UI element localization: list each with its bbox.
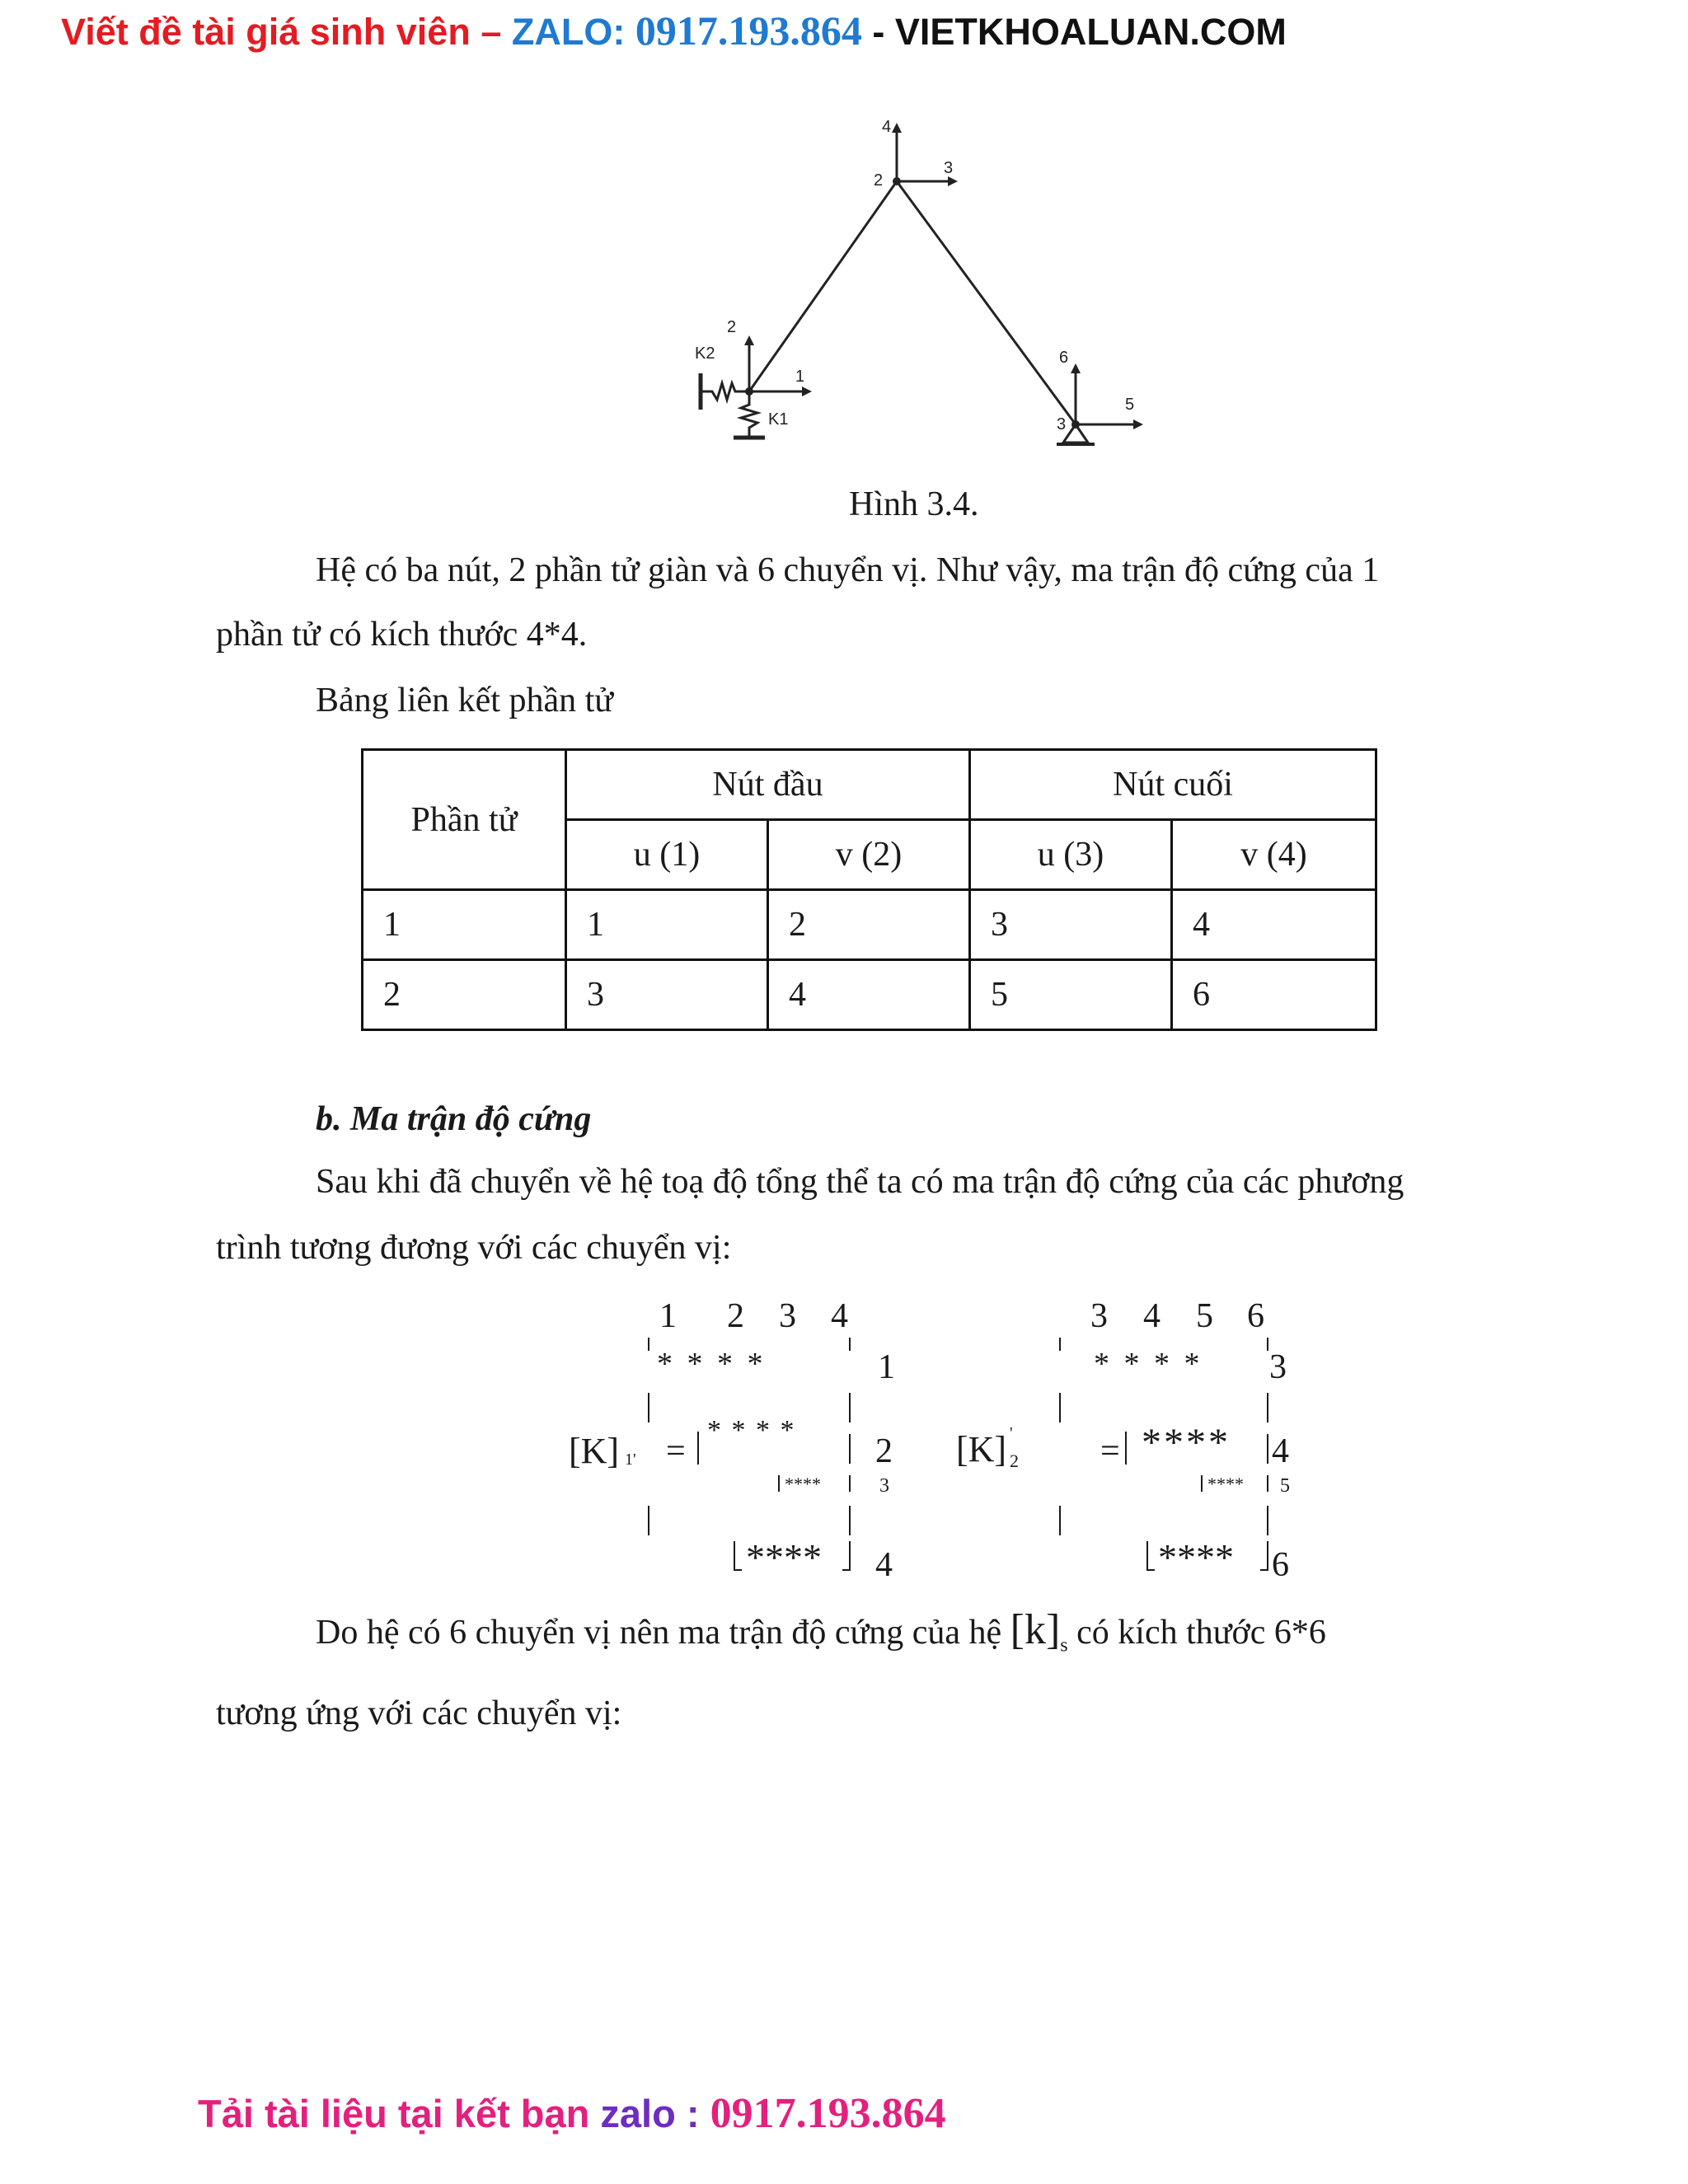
header-site: - VIETKHOALUAN.COM [861,11,1287,53]
matrix1-col-index: 4 [831,1297,848,1335]
subheader-cell: u (3) [970,820,1172,890]
svg-text:3: 3 [944,159,954,177]
svg-text:1: 1 [795,368,805,386]
svg-text:4: 4 [882,118,892,136]
paragraph-1-line-1: Hệ có ba nút, 2 phần tử giàn và 6 chuyển vị. Như vậy, ma trận độ cứng của 1 [316,551,1380,589]
header-end-node: Nút cuối [970,750,1376,820]
matrix2-row-index: 6 [1272,1546,1289,1584]
matrix2-row-3: **** [1207,1474,1244,1494]
table-row [363,890,1376,960]
section-heading-b: b. Ma trận độ cứng [316,1100,592,1138]
matrix2-row-1: * * * * [1094,1347,1203,1381]
table-intro: Bảng liên kết phần tử [316,682,614,719]
table-cell: 1 [363,890,566,960]
matrix1-subscript: 1' [625,1451,636,1469]
svg-text:K2: K2 [695,344,715,363]
header-start-node: Nút đầu [566,750,970,820]
matrix1-row-1: * * * * [657,1347,767,1381]
truss-diagram [676,111,1170,466]
svg-text:2: 2 [727,318,737,336]
matrix2-row-index: 4 [1272,1432,1289,1470]
matrix1-row-index: 2 [875,1432,893,1470]
table-cell: 4 [768,960,970,1030]
matrix1-row-4: **** [746,1536,822,1578]
table-cell: 6 [1172,960,1376,1030]
footer-phone: 0917.193.864 [710,2090,946,2137]
matrix2-row-2: **** [1142,1421,1231,1465]
paragraph-3-text: Do hệ có 6 chuyển vị nên ma trận độ cứng của hệ [316,1614,1010,1652]
paragraph-3-line-2: tương ứng với các chuyển vị: [216,1694,622,1732]
matrix2-row-index: 5 [1280,1475,1290,1497]
table-cell: 3 [970,890,1172,960]
matrix2-col-index: 6 [1247,1297,1264,1335]
matrix1-col-index: 3 [779,1297,796,1335]
stiffness-matrix-2 [952,1290,1315,1595]
svg-text:6: 6 [1059,349,1069,367]
matrix2-label: [K] [956,1429,1007,1469]
matrix1-label: [K] [569,1431,620,1471]
page-footer [198,2089,946,2138]
matrix1-row-index: 4 [875,1546,893,1584]
header-element: Phần tử [363,750,566,890]
truss-member-2 [897,181,1076,424]
matrix1-row-index: 3 [879,1475,889,1497]
matrix1-col-index: 1 [659,1297,677,1335]
truss-member-1 [749,181,897,391]
table-cell: 1 [566,890,768,960]
svg-text:5: 5 [1125,396,1135,414]
paragraph-3-line-1 [316,1605,1326,1657]
page-header [61,7,1287,54]
matrix2-subscript: 2 [1010,1451,1019,1471]
header-text: Viết đề tài giá sinh viên – [61,11,512,53]
header-zalo-label: ZALO: [511,11,635,53]
paragraph-2-line-2: trình tương đương với các chuyển vị: [216,1229,732,1267]
matrix1-equals: = [666,1432,686,1470]
matrix1-col-index: 2 [727,1297,744,1335]
paragraph-3-text-end: có kích thước 6*6 [1067,1614,1326,1652]
matrix2-equals: = [1100,1432,1120,1470]
stiffness-matrix-1 [569,1290,915,1595]
table-cell: 4 [1172,890,1376,960]
table-header-row [363,750,1376,820]
matrix2-col-index: 3 [1090,1297,1108,1335]
paragraph-1-line-2: phần tử có kích thước 4*4. [216,616,588,654]
matrix1-row-3: **** [785,1474,821,1494]
paragraph-2-line-1: Sau khi đã chuyển về hệ toạ độ tổng thể ta có ma trận độ cứng của các phương [316,1163,1404,1201]
table-row [363,960,1376,1030]
table-cell: 3 [566,960,768,1030]
subheader-cell: v (4) [1172,820,1376,890]
matrix2-row-index: 3 [1269,1348,1287,1386]
svg-text:3: 3 [1057,415,1067,434]
subheader-cell: u (1) [566,820,768,890]
footer-zalo: zalo : [600,2092,710,2135]
element-connectivity-table [361,748,1377,1031]
system-matrix-symbol: [k] [1010,1606,1061,1653]
matrix2-row-4: **** [1158,1536,1234,1578]
table-cell: 5 [970,960,1172,1030]
matrix2-col-index: 5 [1196,1297,1213,1335]
table-cell: 2 [768,890,970,960]
system-matrix-subscript: s [1060,1634,1068,1657]
header-phone: 0917.193.864 [635,7,862,54]
subheader-cell: v (2) [768,820,970,890]
table-cell: 2 [363,960,566,1030]
matrix1-row-index: 1 [878,1348,895,1386]
matrix2-col-index: 4 [1143,1297,1160,1335]
svg-text:K1: K1 [768,410,789,429]
node-label-2: 2 [874,171,884,190]
matrix1-row-2: * * * * [707,1415,796,1446]
footer-text: Tải tài liệu tại kết bạn [198,2092,601,2135]
matrix2-superscript: ' [1010,1424,1013,1442]
figure-caption: Hình 3.4. [849,485,979,523]
